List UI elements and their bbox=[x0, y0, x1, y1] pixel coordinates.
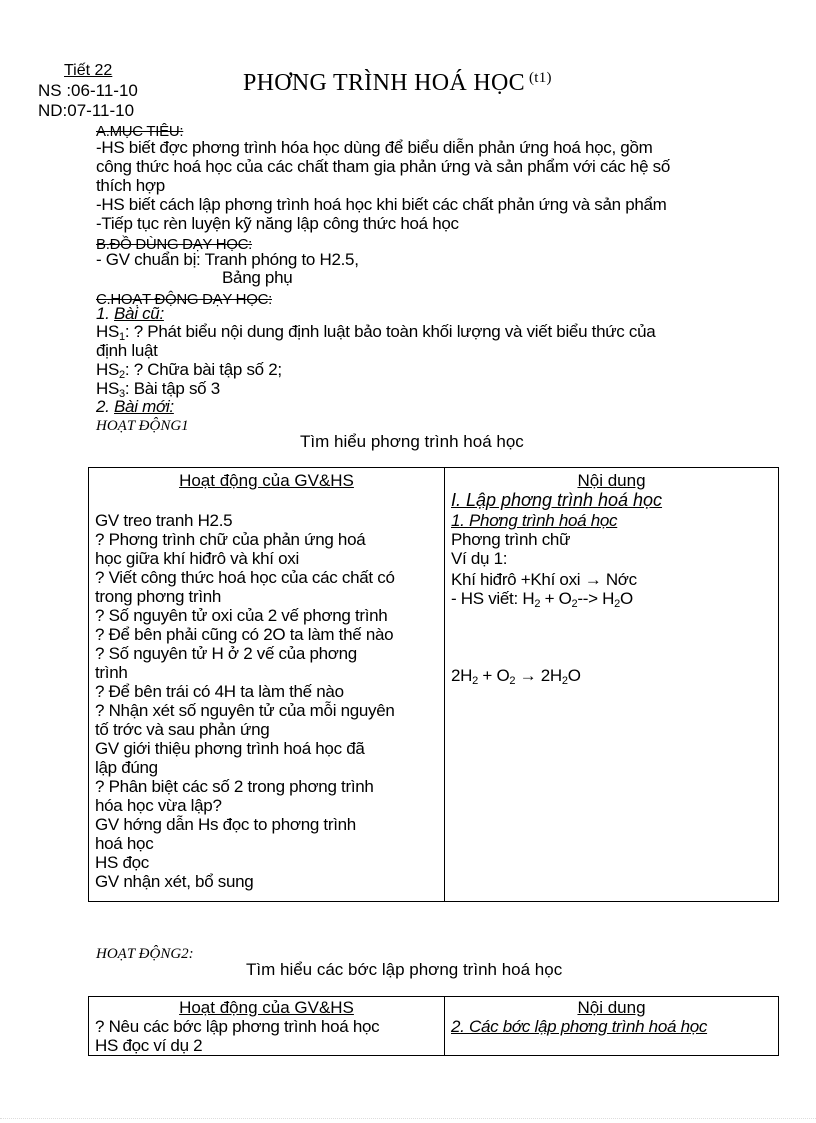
right-line-3 bbox=[451, 570, 778, 589]
h2o-sub: 2 bbox=[614, 598, 620, 610]
hs3-sub: 3 bbox=[119, 388, 125, 400]
activity-2-label: HOẠT ĐỘNG2: bbox=[96, 946, 194, 962]
eq-h2o-o: O bbox=[567, 666, 581, 685]
activity-1-right-cell bbox=[445, 468, 779, 902]
section-a-line-2: công thức hoá học của các chất tham gia phản ứng và sản phẩm với các hệ số bbox=[96, 157, 671, 176]
eq-h2o-sub: 2 bbox=[561, 675, 568, 687]
activity-1-left-body bbox=[89, 492, 444, 891]
hs3-text: : Bài tập số 3 bbox=[124, 379, 220, 398]
left-line-15: ? Phân biệt các số 2 trong phơng trình bbox=[95, 777, 374, 796]
left-line-9: trình bbox=[95, 663, 128, 682]
word-equation-left: Khí hiđrô +Khí oxi bbox=[451, 570, 585, 589]
activity-2-table bbox=[88, 996, 779, 1056]
right-line-4 bbox=[451, 589, 778, 608]
word-equation-right: Nớc bbox=[601, 570, 637, 589]
hs2-question bbox=[96, 360, 282, 379]
h-sub: 2 bbox=[534, 598, 541, 610]
right-heading-2: 1. Phơng trình hoá học bbox=[451, 511, 618, 530]
page-title-text: PHƠNG TRÌNH HOÁ HỌC bbox=[243, 70, 525, 96]
section-a-line-4: -HS biết cách lập phơng trình hoá học khi biết các chất phản ứng và sản phẩm bbox=[96, 195, 667, 214]
subsection-1-title: Bài cũ: bbox=[114, 304, 164, 323]
hs1-question-cont: định luật bbox=[96, 341, 158, 360]
right-line-1: Phơng trình chữ bbox=[451, 530, 571, 549]
left-line-0 bbox=[95, 492, 444, 511]
section-b-heading: B.ĐỒ DÙNG DẠY HỌC: bbox=[96, 236, 253, 253]
activity-2-left-header: Hoạt động của GV&HS bbox=[179, 998, 354, 1017]
left-line-10: ? Để bên trái có 4H ta làm thế nào bbox=[95, 682, 344, 701]
subsection-2-number: 2. bbox=[96, 397, 110, 416]
left-line-1: GV treo tranh H2.5 bbox=[95, 511, 233, 530]
eq-arrow-icon: → bbox=[515, 666, 541, 685]
left-line-3: học giữa khí hiđrô và khí oxi bbox=[95, 549, 299, 568]
activity-1-right-header: Nội dung bbox=[577, 471, 646, 490]
section-a-line-1: -HS biết đợc phơng trình hóa học dùng để biểu diễn phản ứng hoá học, gồm bbox=[96, 138, 653, 157]
section-a-heading: A.MỤC TIÊU: bbox=[96, 123, 184, 140]
activity-1-right-body bbox=[445, 490, 778, 685]
activity-1-label: HOẠT ĐỘNG1 bbox=[96, 418, 189, 434]
left-line-14: lập đúng bbox=[95, 758, 158, 777]
section-b-line-1: - GV chuẩn bị: Tranh phóng to H2.5, bbox=[96, 250, 359, 269]
eq-h-sub: 2 bbox=[472, 675, 478, 687]
section-a-line-5: -Tiếp tục rèn luyện kỹ năng lập công thức hoá học bbox=[96, 214, 459, 233]
section-a-line-3: thích hợp bbox=[96, 176, 165, 195]
activity-2-right-cell bbox=[445, 997, 779, 1056]
section-c-heading: C.HOẠT ĐỘNG DẠY HỌC: bbox=[96, 291, 272, 308]
subsection-1 bbox=[96, 304, 164, 323]
page-title-sup: (t1) bbox=[528, 70, 552, 86]
left-line-6: ? Số nguyên tử oxi của 2 vế phơng trình bbox=[95, 606, 388, 625]
left-line-12: tố trớc và sau phản ứng bbox=[95, 720, 270, 739]
activity-1-table bbox=[88, 467, 779, 902]
activity-1-left-header: Hoạt động của GV&HS bbox=[179, 471, 354, 490]
formula-pre: - HS viết: H bbox=[451, 589, 535, 608]
left-line-5: trong phơng trình bbox=[95, 587, 222, 606]
hs1-sub: 1 bbox=[119, 331, 125, 343]
section-b-line-2: Bảng phụ bbox=[222, 268, 293, 287]
right-line-2: Ví dụ 1: bbox=[451, 549, 508, 568]
eq-h2o: 2H bbox=[540, 666, 562, 685]
page-bottom-divider bbox=[0, 1118, 816, 1119]
activity-2-left-line-1: ? Nêu các bớc lập phơng trình hoá học bbox=[95, 1017, 380, 1036]
left-line-20: GV nhận xét, bổ sung bbox=[95, 872, 254, 891]
hs2-sub: 2 bbox=[119, 369, 125, 381]
date-nd: ND:07-11-10 bbox=[38, 101, 135, 120]
left-line-7: ? Để bên phải cũng có 2O ta làm thế nào bbox=[95, 625, 394, 644]
hs3-label: HS bbox=[96, 379, 120, 398]
formula-end: O bbox=[619, 589, 633, 608]
left-line-8: ? Số nguyên tử H ở 2 vế của phơng bbox=[95, 644, 357, 663]
arrow-icon: → bbox=[584, 570, 602, 589]
hs3-question bbox=[96, 379, 220, 398]
left-line-11: ? Nhận xét số nguyên tử của mỗi nguyên bbox=[95, 701, 395, 720]
left-line-4: ? Viết công thức hoá học của các chất có bbox=[95, 568, 395, 587]
date-ns: NS :06-11-10 bbox=[38, 81, 138, 100]
formula-o: + O bbox=[540, 589, 572, 608]
activity-2-title: Tìm hiểu các bớc lập phơng trình hoá học bbox=[246, 960, 563, 979]
left-line-18: hoá học bbox=[95, 834, 154, 853]
activity-2-left-body bbox=[89, 1017, 444, 1055]
eq-h: 2H bbox=[451, 666, 473, 685]
hs1-question bbox=[96, 322, 655, 341]
eq-plus-o: + O bbox=[477, 666, 510, 685]
hs2-text: : ? Chữa bài tập số 2; bbox=[124, 360, 282, 379]
subsection-2 bbox=[96, 397, 174, 416]
activity-1-left-cell bbox=[89, 468, 445, 902]
right-heading-1 bbox=[451, 490, 778, 511]
subsection-2-title: Bài mới: bbox=[114, 397, 174, 416]
left-line-2: ? Phơng trình chữ của phản ứng hoá bbox=[95, 530, 366, 549]
hs1-text: : ? Phát biểu nội dung định luật bảo toàn khối lượng và viết biểu thức của bbox=[124, 322, 656, 341]
left-line-16: hóa học vừa lập? bbox=[95, 796, 222, 815]
page-title bbox=[243, 70, 552, 97]
o-sub: 2 bbox=[571, 598, 578, 610]
eq-o-sub: 2 bbox=[509, 675, 516, 687]
activity-2-left-cell bbox=[89, 997, 445, 1056]
subsection-1-number: 1. bbox=[96, 304, 110, 323]
lesson-number: Tiết 22 bbox=[64, 62, 113, 79]
activity-1-title: Tìm hiểu phơng trình hoá học bbox=[300, 432, 524, 451]
hs1-label: HS bbox=[96, 322, 120, 341]
left-line-17: GV hớng dẫn Hs đọc to phơng trình bbox=[95, 815, 356, 834]
activity-2-left-line-2: HS đọc ví dụ 2 bbox=[95, 1036, 203, 1055]
hs2-label: HS bbox=[96, 360, 120, 379]
activity-2-right-header: Nội dung bbox=[577, 998, 646, 1017]
right-heading-1-text: I. Lập phơng trình hoá học bbox=[451, 490, 663, 510]
left-line-19: HS đọc bbox=[95, 853, 149, 872]
balanced-equation bbox=[451, 666, 778, 685]
activity-2-right-line-1: 2. Các bớc lập phơng trình hoá học bbox=[451, 1017, 708, 1036]
left-line-13: GV giới thiệu phơng trình hoá học đã bbox=[95, 739, 365, 758]
formula-arrow: --> H bbox=[577, 589, 615, 608]
